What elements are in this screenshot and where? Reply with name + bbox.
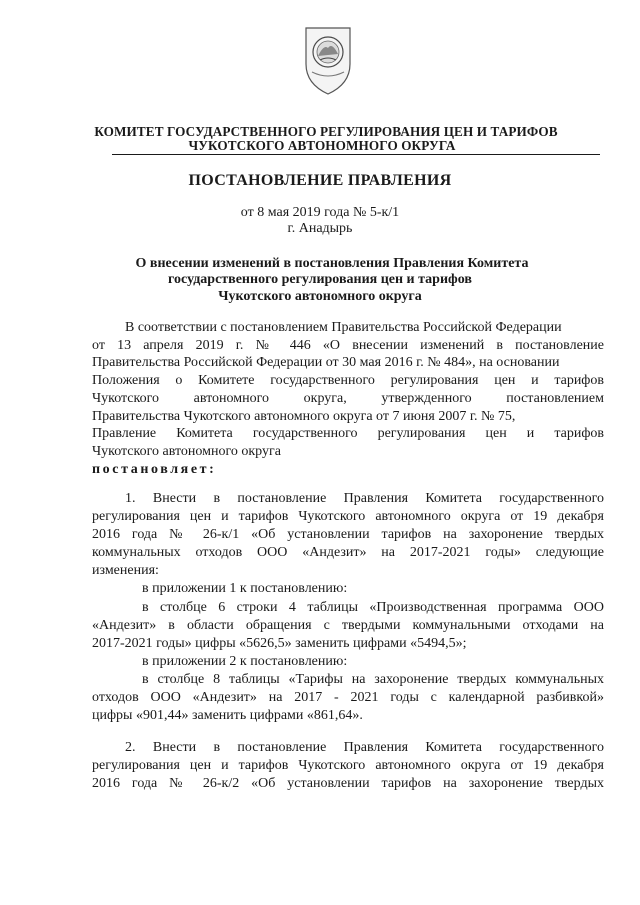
body-line: от 13 апреля 2019 г. № 446 «О внесении изменений в постановление	[92, 338, 604, 353]
document-title: ПОСТАНОВЛЕНИЕ ПРАВЛЕНИЯ	[188, 172, 452, 189]
body-line: Правление Комитета государственного регулирования цен и тарифов	[92, 426, 604, 441]
body-line: 2016 года № 26-к/2 «Об установлении тарифов на захоронение твердых	[92, 776, 604, 791]
subject-line: Чукотского автономного округа	[218, 289, 422, 304]
document-city: г. Анадырь	[287, 221, 353, 236]
body-line: Чукотского автономного округа, утвержденного постановлением	[92, 391, 604, 406]
body-line: в столбце 6 строки 4 таблицы «Производственная программа ООО	[142, 600, 604, 615]
body-line: регулирования цен и тарифов Чукотского автономного округа от 19 декабря	[92, 509, 604, 524]
body-line: регулирования цен и тарифов Чукотского автономного округа от 19 декабря	[92, 758, 604, 773]
body-line: 1. Внести в постановление Правления Комитета государственного	[125, 491, 604, 506]
body-line: Чукотского автономного округа	[92, 444, 281, 459]
body-line: изменения:	[92, 563, 159, 578]
body-line: 2. Внести в постановление Правления Комитета государственного	[125, 740, 604, 755]
body-line: в столбце 8 таблицы «Тарифы на захоронение твердых коммунальных	[142, 672, 604, 687]
body-line: «Андезит» в области обращения с твердыми коммунальными отходами на	[92, 618, 604, 633]
subject-line: государственного регулирования цен и тарифов	[168, 272, 472, 287]
resolution-keyword: постановляет:	[92, 462, 217, 477]
body-line: в приложении 1 к постановлению:	[142, 581, 348, 596]
body-line: отходов ООО «Андезит» на 2017 - 2021 годы с календарной разбивкой»	[92, 690, 604, 705]
body-line: 2016 года № 26-к/1 «Об установлении тарифов на захоронение твердых	[92, 527, 604, 542]
body-line: Правительства Чукотского автономного округа от 7 июня 2007 г. № 75,	[92, 409, 516, 424]
body-line: в приложении 2 к постановлению:	[142, 654, 348, 669]
body-line: Правительства Российской Федерации от 30 мая 2016 г. № 484», на основании	[92, 355, 560, 370]
header-divider	[112, 154, 600, 155]
organization-name-line-1: КОМИТЕТ ГОСУДАРСТВЕННОГО РЕГУЛИРОВАНИЯ ЦЕН И ТАРИФОВ	[94, 124, 558, 139]
body-line: В соответствии с постановлением Правительства Российской Федерации	[125, 320, 562, 335]
coat-of-arms-emblem	[302, 26, 354, 96]
organization-name-line-2: ЧУКОТСКОГО АВТОНОМНОГО ОКРУГА	[188, 138, 456, 153]
body-line: 2017-2021 годы» цифры «5626,5» заменить цифрами «5494,5»;	[92, 636, 467, 651]
body-line: цифры «901,44» заменить цифрами «861,64».	[92, 708, 363, 723]
document-date-number: от 8 мая 2019 года № 5-к/1	[240, 205, 400, 220]
body-line: Положения о Комитете государственного регулирования цен и тарифов	[92, 373, 604, 388]
subject-line: О внесении изменений в постановления Правления Комитета	[135, 256, 529, 271]
body-line: коммунальных отходов ООО «Андезит» на 2017-2021 годы» следующие	[92, 545, 604, 560]
